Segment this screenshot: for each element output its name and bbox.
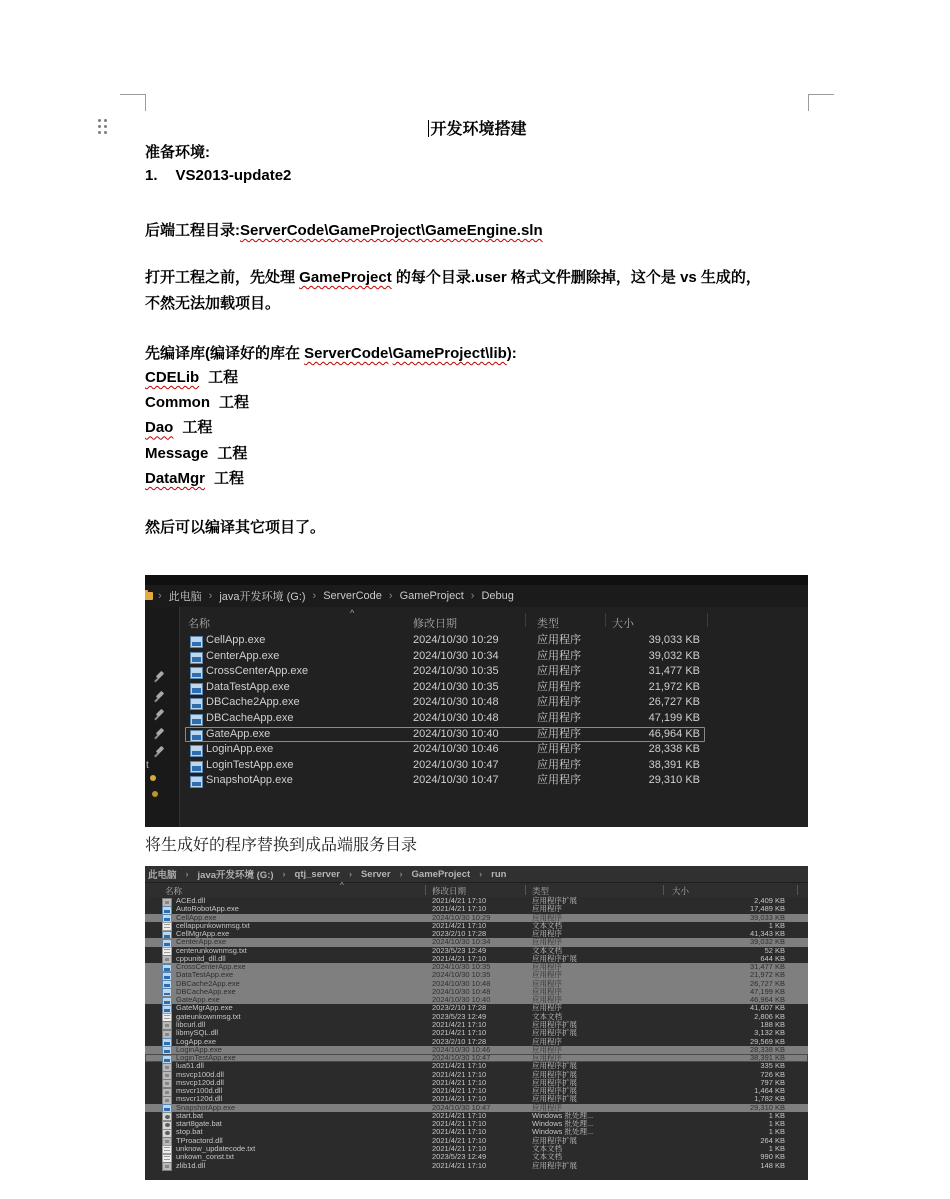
file-size: 335 KB	[760, 1061, 785, 1071]
column-headers	[145, 883, 808, 897]
file-size: 28,338 KB	[648, 743, 700, 756]
file-type: 应用程序扩展	[532, 1135, 577, 1145]
file-name: msvcr100d.dll	[176, 1086, 223, 1096]
file-name: LoginApp.exe	[176, 1044, 222, 1054]
file-type: 应用程序扩展	[532, 1160, 577, 1170]
lib-project-item: Dao 工程	[145, 419, 213, 437]
file-row[interactable]	[145, 1162, 808, 1170]
file-type: 应用程序	[532, 904, 562, 914]
file-date: 2021/4/21 17:10	[432, 1077, 487, 1087]
explorer-main	[145, 607, 808, 827]
paragraph-open-before-2: 不然无法加载项目。	[145, 295, 281, 312]
breadcrumb-item[interactable]: › ServerCode	[312, 590, 382, 602]
file-name: unknow_updatecode.txt	[176, 1143, 256, 1153]
column-divider[interactable]	[425, 885, 426, 895]
file-size: 46,964 KB	[749, 995, 785, 1005]
file-name: CenterApp.exe	[176, 937, 227, 947]
file-date: 2024/10/30 10:47	[413, 774, 499, 787]
chevron-right-icon: ›	[479, 869, 483, 879]
file-type: 文本文档	[532, 945, 562, 955]
doc-title-line	[145, 116, 810, 139]
file-size: 17,489 KB	[749, 904, 785, 914]
file-row[interactable]	[180, 664, 808, 680]
file-size: 29,569 KB	[749, 1036, 785, 1046]
file-date: 2024/10/30 10:40	[432, 995, 491, 1005]
file-name: GateApp.exe	[206, 727, 271, 740]
breadcrumb-item[interactable]: › 此电脑	[158, 590, 202, 603]
file-type: 应用程序	[537, 680, 581, 693]
file-date: 2021/4/21 17:10	[432, 1110, 487, 1120]
file-date: 2024/10/30 10:35	[432, 962, 491, 972]
backend-path: ServerCode\GameProject\GameEngine.sln	[240, 222, 543, 239]
column-header-date[interactable]: 修改日期	[413, 618, 457, 630]
file-date: 2024/10/30 10:46	[413, 743, 499, 756]
pin-icon	[154, 707, 167, 720]
file-name: start8gate.bat	[176, 1119, 222, 1129]
breadcrumb-item[interactable]: › GameProject	[399, 868, 471, 880]
file-size: 46,964 KB	[648, 727, 700, 740]
file-type: 应用程序	[537, 665, 581, 678]
file-size: 1 KB	[768, 920, 785, 930]
file-size: 39,033 KB	[648, 634, 700, 646]
file-date: 2023/2/10 17:28	[432, 1036, 487, 1046]
file-date: 2023/5/23 12:49	[432, 945, 487, 955]
file-name: unkown_const.txt	[176, 1152, 234, 1162]
explorer-sidebar	[145, 607, 180, 827]
file-type: 应用程序	[532, 962, 562, 972]
file-size: 1 KB	[768, 1143, 785, 1153]
column-divider[interactable]	[663, 885, 664, 895]
file-type: 应用程序扩展	[532, 1061, 577, 1071]
file-name: SnapshotApp.exe	[206, 774, 293, 787]
chevron-right-icon: ›	[208, 590, 213, 602]
file-size: 28,338 KB	[749, 1044, 785, 1054]
file-date: 2021/4/21 17:10	[432, 1086, 487, 1096]
file-type: 应用程序扩展	[532, 1086, 577, 1096]
embedded-screenshot-run-folder[interactable]	[145, 866, 808, 1180]
pin-icon	[154, 726, 167, 739]
sort-ascending-icon: ^	[340, 881, 344, 890]
file-row[interactable]	[180, 773, 808, 789]
file-type: 应用程序扩展	[532, 1028, 577, 1038]
file-size: 39,033 KB	[749, 912, 785, 922]
file-name: msvcp100d.dll	[176, 1069, 224, 1079]
file-row[interactable]	[180, 680, 808, 696]
file-row[interactable]	[180, 711, 808, 727]
file-name: DataTestApp.exe	[176, 970, 234, 980]
file-size: 47,199 KB	[648, 711, 700, 724]
file-type: 应用程序	[532, 929, 562, 939]
file-date: 2021/4/21 17:10	[432, 904, 487, 914]
chevron-right-icon: ›	[312, 590, 317, 602]
file-name: lua51.dll	[176, 1061, 204, 1071]
file-row[interactable]	[180, 649, 808, 665]
file-date: 2021/4/21 17:10	[432, 1028, 487, 1038]
file-name: DBCacheApp.exe	[206, 711, 294, 724]
file-type: 应用程序扩展	[532, 1019, 577, 1029]
lib-project-item: CDELib 工程	[145, 369, 239, 386]
file-name: DBCache2App.exe	[176, 978, 240, 988]
file-date: 2024/10/30 10:34	[432, 937, 491, 947]
file-name: libcurl.dll	[176, 1019, 206, 1029]
file-date: 2021/4/21 17:10	[432, 1019, 487, 1029]
file-name: CenterApp.exe	[206, 649, 280, 662]
file-name: ACEd.dll	[176, 896, 206, 905]
file-type: 应用程序扩展	[532, 896, 577, 905]
file-type: 应用程序	[537, 696, 581, 709]
chevron-right-icon: ›	[282, 869, 286, 879]
file-size: 188 KB	[760, 1019, 785, 1029]
file-type: 应用程序	[537, 774, 581, 787]
lib-project-item: Common 工程	[145, 394, 250, 412]
file-type: 应用程序	[537, 634, 581, 646]
column-header-date[interactable]: 修改日期	[432, 886, 467, 896]
sidebar-dot-icon	[150, 775, 156, 781]
paragraph-backend-dir: 后端工程目录:ServerCode\GameProject\GameEngine.sln	[145, 222, 543, 239]
column-headers	[180, 607, 808, 633]
file-name: cellappunkownmsg.txt	[176, 920, 250, 930]
file-type: 应用程序	[532, 986, 562, 996]
file-size: 47,199 KB	[749, 986, 785, 996]
file-type: 应用程序扩展	[532, 1077, 577, 1087]
file-date: 2021/4/21 17:10	[432, 1069, 487, 1079]
paragraph-vs-item: 1. VS2013-update2	[145, 167, 292, 184]
file-name: TProactord.dll	[176, 1135, 223, 1145]
file-name: zlib1d.dll	[176, 1160, 206, 1170]
breadcrumb-item[interactable]: › GameProject	[388, 590, 464, 602]
file-size: 1 KB	[768, 1127, 785, 1137]
file-size: 1 KB	[768, 1110, 785, 1120]
file-icon	[190, 776, 203, 794]
file-name: DataTestApp.exe	[206, 680, 290, 693]
file-name: AutoRobotApp.exe	[176, 904, 239, 914]
file-row[interactable]	[180, 758, 808, 774]
folder-icon	[145, 592, 153, 600]
file-size: 41,607 KB	[749, 1003, 785, 1013]
file-name: centerunkownmsg.txt	[176, 945, 247, 955]
column-header-size[interactable]: 大小	[672, 886, 690, 896]
file-date: 2021/4/21 17:10	[432, 1127, 487, 1137]
column-divider[interactable]	[525, 885, 526, 895]
pin-icon	[154, 689, 167, 702]
file-date: 2024/10/30 10:46	[432, 1044, 491, 1054]
paragraph-compile-libs: 先编译库(编译好的库在 ServerCode\GameProject\lib):	[145, 345, 517, 362]
embedded-screenshot-debug-folder[interactable]	[145, 575, 808, 827]
column-divider[interactable]	[605, 613, 606, 627]
file-type: 应用程序	[532, 912, 562, 922]
file-date: 2024/10/30 10:48	[432, 986, 491, 996]
file-name: LoginApp.exe	[206, 743, 274, 756]
breadcrumb-item[interactable]: › Debug	[470, 590, 514, 602]
file-date: 2024/10/30 10:48	[432, 978, 491, 988]
file-name: LoginTestApp.exe	[176, 1053, 236, 1063]
text-boundary-mark-left	[120, 94, 146, 111]
file-date: 2021/4/21 17:10	[432, 1135, 487, 1145]
file-name: cppunitd_dll.dll	[176, 953, 226, 963]
file-rows	[180, 633, 808, 789]
file-date: 2023/2/10 17:28	[432, 1003, 487, 1013]
file-row[interactable]	[180, 727, 808, 743]
page-title: 开发环境搭建	[430, 121, 527, 138]
file-date: 2023/2/10 17:28	[432, 929, 487, 939]
sidebar-text-fragment: t	[146, 760, 149, 771]
file-date: 2024/10/30 10:34	[413, 649, 499, 662]
pin-icon	[154, 744, 167, 757]
file-size: 726 KB	[760, 1069, 785, 1079]
file-size: 29,310 KB	[749, 1102, 785, 1112]
column-header-type[interactable]: 类型	[537, 618, 559, 630]
file-name: CrossCenterApp.exe	[206, 665, 309, 678]
file-name: CrossCenterApp.exe	[176, 962, 246, 972]
file-type: Windows 批处理...	[532, 1110, 594, 1120]
breadcrumb-item[interactable]: 此电脑	[148, 870, 177, 881]
file-date: 2021/4/21 17:10	[432, 896, 487, 905]
file-date: 2021/4/21 17:10	[432, 920, 487, 930]
file-date: 2021/4/21 17:10	[432, 1160, 487, 1170]
file-type: 文本文档	[532, 920, 562, 930]
chevron-right-icon: ›	[399, 869, 403, 879]
file-size: 264 KB	[760, 1135, 785, 1145]
text-boundary-mark-right	[808, 94, 834, 111]
file-date: 2024/10/30 10:48	[413, 711, 499, 724]
window-top-strip	[145, 575, 808, 585]
paragraph-prep: 准备环境:	[145, 144, 210, 161]
file-type: 文本文档	[532, 1143, 562, 1153]
chevron-right-icon: ›	[348, 869, 352, 879]
file-size: 52 KB	[764, 945, 785, 955]
file-row[interactable]	[180, 742, 808, 758]
column-divider[interactable]	[797, 885, 798, 895]
column-header-size[interactable]: 大小	[612, 618, 634, 630]
file-size: 990 KB	[760, 1152, 785, 1162]
lib-project-list	[145, 366, 249, 492]
file-size: 41,343 KB	[749, 929, 785, 939]
file-type: 应用程序	[532, 1003, 562, 1013]
file-type: 应用程序扩展	[532, 1094, 577, 1104]
file-size: 39,032 KB	[749, 937, 785, 947]
file-rows	[145, 897, 808, 1170]
file-type: 文本文档	[532, 1011, 562, 1021]
file-type: 文本文档	[532, 1152, 562, 1162]
file-type: 应用程序	[537, 711, 581, 724]
file-type: 应用程序	[532, 937, 562, 947]
file-name: stop.bat	[176, 1127, 203, 1137]
file-size: 3,132 KB	[754, 1028, 785, 1038]
file-type: 应用程序	[532, 1102, 562, 1112]
file-date: 2024/10/30 10:29	[432, 912, 491, 922]
breadcrumb-item[interactable]: › qtj_server	[282, 868, 340, 880]
column-header-type[interactable]: 类型	[532, 886, 550, 896]
file-size: 148 KB	[760, 1160, 785, 1170]
file-size: 644 KB	[760, 953, 785, 963]
breadcrumb-item[interactable]: › Server	[348, 868, 391, 880]
file-row[interactable]	[180, 695, 808, 711]
file-name: LoginTestApp.exe	[206, 758, 294, 771]
file-type: Windows 批处理...	[532, 1119, 594, 1129]
file-date: 2024/10/30 10:47	[432, 1053, 491, 1063]
file-name: CellApp.exe	[176, 912, 217, 922]
file-size: 1,782 KB	[754, 1094, 785, 1104]
breadcrumb-bar	[145, 866, 808, 883]
file-date: 2024/10/30 10:47	[413, 758, 499, 771]
file-size: 39,032 KB	[648, 649, 700, 662]
paragraph-open-before-1: 打开工程之前，先处理 GameProject 的每个目录.user 格式文件删除掉，这个是 vs 生成的，	[145, 269, 761, 286]
sort-ascending-icon: ^	[350, 608, 355, 618]
file-name: DBCacheApp.exe	[176, 986, 236, 996]
file-type: 应用程序	[532, 970, 562, 980]
file-date: 2021/4/21 17:10	[432, 1094, 487, 1104]
file-type: 应用程序	[532, 995, 562, 1005]
file-size: 1 KB	[768, 1119, 785, 1129]
file-size: 797 KB	[760, 1077, 785, 1087]
file-name: GateMgrApp.exe	[176, 1003, 233, 1013]
file-type: 应用程序	[532, 1036, 562, 1046]
breadcrumb-item[interactable]: › run	[479, 868, 507, 880]
file-date: 2021/4/21 17:10	[432, 1143, 487, 1153]
file-size: 29,310 KB	[648, 774, 700, 787]
file-size: 38,391 KB	[648, 758, 700, 771]
file-date: 2024/10/30 10:48	[413, 696, 499, 709]
file-size: 31,477 KB	[749, 962, 785, 972]
file-name: SnapshotApp.exe	[176, 1102, 236, 1112]
file-name: msvcr120d.dll	[176, 1094, 223, 1104]
file-size: 26,727 KB	[648, 696, 700, 709]
file-type: 应用程序	[532, 978, 562, 988]
lib-project-item: DataMgr 工程	[145, 469, 245, 487]
breadcrumb-bar	[145, 585, 808, 607]
file-type: 应用程序扩展	[532, 1069, 577, 1079]
paragraph-after-compile: 然后可以编译其它项目了。	[145, 519, 326, 536]
chevron-right-icon: ›	[470, 590, 475, 602]
file-type: 应用程序扩展	[532, 953, 577, 963]
breadcrumb-item[interactable]: › java开发环境 (G:)	[208, 590, 306, 603]
paragraph-caption: 将生成好的程序替换到成品端服务目录	[145, 837, 418, 854]
file-size: 2,806 KB	[754, 1011, 785, 1021]
sidebar-dot-icon	[152, 791, 158, 797]
file-date: 2024/10/30 10:35	[432, 970, 491, 980]
chevron-right-icon: ›	[185, 869, 189, 879]
chevron-right-icon: ›	[388, 590, 393, 602]
file-name: libmySQL.dll	[176, 1028, 219, 1038]
file-type: 应用程序	[537, 758, 581, 771]
file-date: 2024/10/30 10:40	[413, 727, 499, 740]
file-date: 2021/4/21 17:10	[432, 953, 487, 963]
column-header-name[interactable]: 名称	[188, 618, 210, 630]
file-date: 2023/5/23 12:49	[432, 1152, 487, 1162]
file-size: 31,477 KB	[648, 665, 700, 678]
file-type: 应用程序	[532, 1053, 562, 1063]
file-size: 21,972 KB	[648, 680, 700, 693]
file-type: 应用程序	[537, 727, 581, 740]
file-name: DBCache2App.exe	[206, 696, 300, 709]
file-row[interactable]	[180, 633, 808, 649]
file-size: 2,409 KB	[754, 896, 785, 905]
file-date: 2023/5/23 12:49	[432, 1011, 487, 1021]
file-date: 2021/4/21 17:10	[432, 1119, 487, 1129]
file-name: CellMgrApp.exe	[176, 929, 230, 939]
file-date: 2024/10/30 10:29	[413, 634, 499, 646]
file-name: start.bat	[176, 1110, 204, 1120]
file-name: LogApp.exe	[176, 1036, 217, 1046]
pin-icon	[154, 669, 167, 682]
file-size: 1,464 KB	[754, 1086, 785, 1096]
file-name: gateunkownmsg.txt	[176, 1011, 241, 1021]
file-type: 应用程序	[537, 649, 581, 662]
file-name: CellApp.exe	[206, 634, 266, 646]
file-date: 2024/10/30 10:47	[432, 1102, 491, 1112]
file-name: msvcp120d.dll	[176, 1077, 224, 1087]
file-size: 21,972 KB	[749, 970, 785, 980]
file-size: 26,727 KB	[749, 978, 785, 988]
breadcrumb-item[interactable]: › java开发环境 (G:)	[185, 869, 274, 881]
chevron-right-icon: ›	[158, 590, 162, 602]
file-icon	[162, 1162, 172, 1173]
file-type: 应用程序	[537, 743, 581, 756]
column-divider[interactable]	[525, 613, 526, 627]
column-header-name[interactable]: 名称	[165, 886, 183, 896]
file-type: 应用程序	[532, 1044, 562, 1054]
file-type: Windows 批处理...	[532, 1127, 594, 1137]
file-date: 2024/10/30 10:35	[413, 680, 499, 693]
column-divider[interactable]	[707, 613, 708, 627]
file-list-panel	[180, 607, 808, 827]
file-date: 2024/10/30 10:35	[413, 665, 499, 678]
file-date: 2021/4/21 17:10	[432, 1061, 487, 1071]
file-name: GateApp.exe	[176, 995, 220, 1005]
paragraph-drag-handle-icon[interactable]	[98, 119, 101, 122]
lib-project-item: Message 工程	[145, 444, 248, 462]
file-size: 38,391 KB	[749, 1053, 785, 1063]
